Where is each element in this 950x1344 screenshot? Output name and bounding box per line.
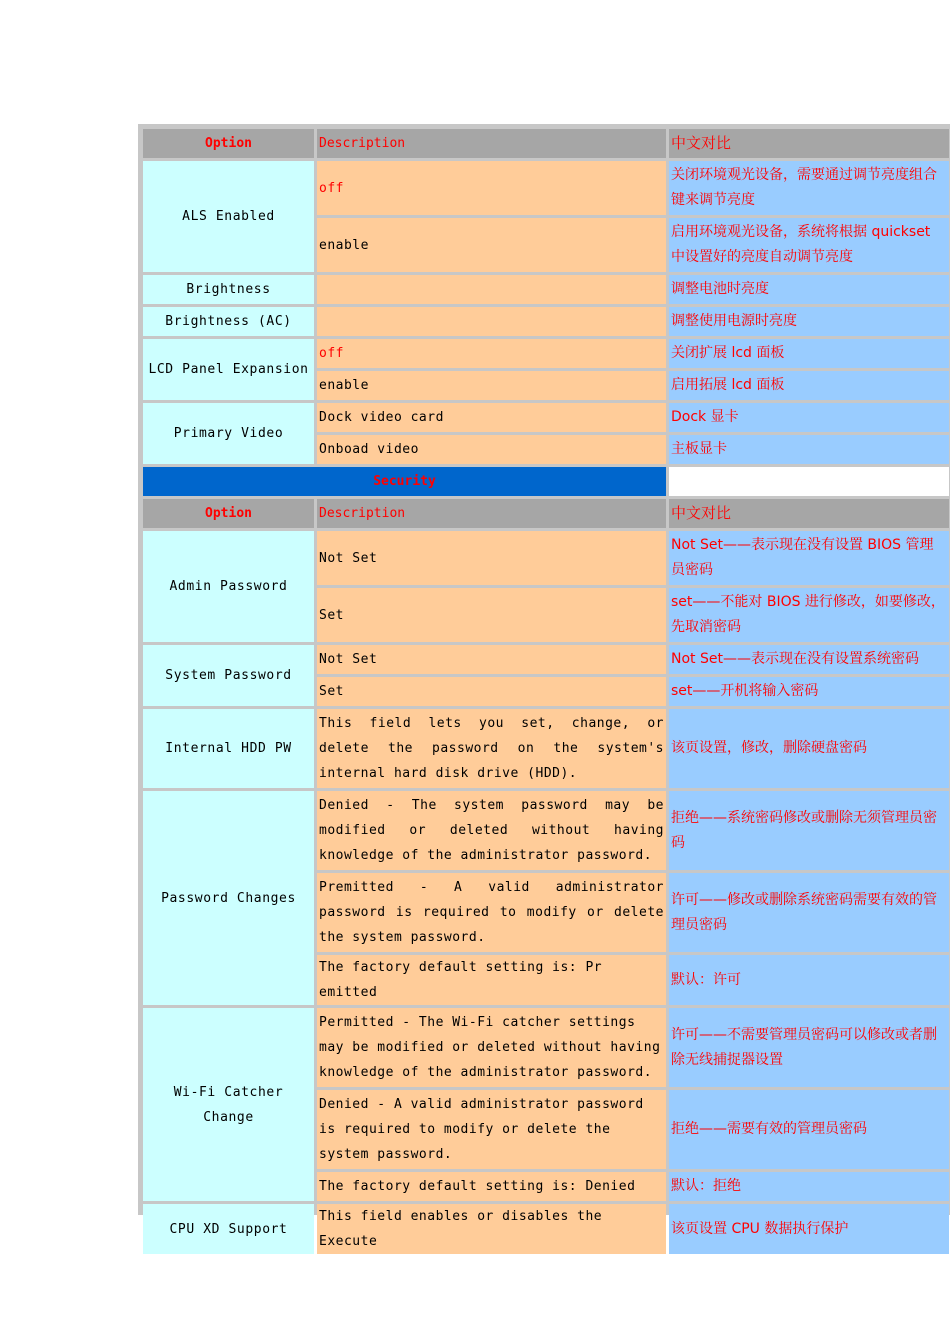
description-cell: Not Set [317, 645, 666, 674]
chinese-cell: 调整使用电源时亮度 [669, 307, 949, 336]
option-admin-password: Admin Password [143, 531, 314, 642]
option-als-enabled: ALS Enabled [143, 161, 314, 272]
description-cell: This field enables or disables the Execute [317, 1204, 666, 1254]
table-row [143, 339, 949, 368]
chinese-cell: 该页设置 CPU 数据执行保护 [669, 1204, 949, 1254]
chinese-cell: 拒绝——需要有效的管理员密码 [669, 1090, 949, 1169]
description-cell [317, 307, 666, 336]
description-cell: Dock video card [317, 403, 666, 432]
table-row [143, 275, 949, 304]
description-cell: Set [317, 588, 666, 642]
description-cell: Onboad video [317, 435, 666, 464]
option-brightness: Brightness [143, 275, 314, 304]
chinese-cell: Not Set——表示现在没有设置 BIOS 管理员密码 [669, 531, 949, 585]
table-row [143, 709, 949, 788]
header-description: Description [317, 499, 666, 528]
section-row [143, 467, 949, 496]
option-lcd-panel-expansion: LCD Panel Expansion [143, 339, 314, 400]
option-brightness-ac: Brightness (AC) [143, 307, 314, 336]
chinese-cell: set——开机将输入密码 [669, 677, 949, 706]
description-cell: Denied - The system password may be modified or deleted without having knowledge of the administrator password. [317, 791, 666, 870]
description-cell: off [317, 161, 666, 215]
table-row [143, 1008, 949, 1087]
section-blank-cell [669, 467, 949, 496]
bios-options-table [140, 126, 950, 1257]
option-wifi-catcher-change: Wi-Fi Catcher Change [143, 1008, 314, 1201]
table-row [143, 791, 949, 870]
chinese-cell: 调整电池时亮度 [669, 275, 949, 304]
chinese-cell: 拒绝——系统密码修改或删除无须管理员密码 [669, 791, 949, 870]
table-header-row [143, 499, 949, 528]
chinese-cell: 许可——不需要管理员密码可以修改或者删除无线捕捉器设置 [669, 1008, 949, 1087]
description-cell: Not Set [317, 531, 666, 585]
option-password-changes: Password Changes [143, 791, 314, 1005]
table-row [143, 307, 949, 336]
header-option: Option [143, 499, 314, 528]
description-cell: enable [317, 371, 666, 400]
chinese-cell: Dock 显卡 [669, 403, 949, 432]
chinese-cell: 关闭扩展 lcd 面板 [669, 339, 949, 368]
description-cell: The factory default setting is: Denied [317, 1172, 666, 1201]
section-title-security: Security [143, 467, 666, 496]
chinese-cell: 该页设置，修改，删除硬盘密码 [669, 709, 949, 788]
description-cell: off [317, 339, 666, 368]
header-chinese: 中文对比 [669, 499, 949, 528]
chinese-cell: 默认：拒绝 [669, 1172, 949, 1201]
description-cell: The factory default setting is: Pr emitted [317, 955, 666, 1005]
table-row [143, 1204, 949, 1254]
table-row [143, 645, 949, 674]
description-cell: Denied - A valid administrator password is required to modify or delete the system password. [317, 1090, 666, 1169]
chinese-cell: 启用拓展 lcd 面板 [669, 371, 949, 400]
chinese-cell: 许可——修改或删除系统密码需要有效的管理员密码 [669, 873, 949, 952]
header-option: Option [143, 129, 314, 158]
description-cell: Set [317, 677, 666, 706]
description-cell: enable [317, 218, 666, 272]
description-cell: Permitted - The Wi-Fi catcher settings may be modified or deleted without having knowledge of the administrator password. [317, 1008, 666, 1087]
table-row [143, 403, 949, 432]
header-chinese: 中文对比 [669, 129, 949, 158]
description-cell: Premitted - A valid administrator password is required to modify or delete the system password. [317, 873, 666, 952]
header-description: Description [317, 129, 666, 158]
chinese-cell: 主板显卡 [669, 435, 949, 464]
description-cell: This field lets you set, change, or delete the password on the system's internal hard disk drive (HDD). [317, 709, 666, 788]
option-system-password: System Password [143, 645, 314, 706]
chinese-cell: 启用环境观光设备，系统将根据 quickset 中设置好的亮度自动调节亮度 [669, 218, 949, 272]
chinese-cell: set——不能对 BIOS 进行修改，如要修改，先取消密码 [669, 588, 949, 642]
chinese-cell: 默认：许可 [669, 955, 949, 1005]
table-row [143, 531, 949, 585]
option-internal-hdd-pw: Internal HDD PW [143, 709, 314, 788]
chinese-cell: 关闭环境观光设备，需要通过调节亮度组合键来调节亮度 [669, 161, 949, 215]
option-cpu-xd-support: CPU XD Support [143, 1204, 314, 1254]
chinese-cell: Not Set——表示现在没有设置系统密码 [669, 645, 949, 674]
table-header-row [143, 129, 949, 158]
table-row [143, 161, 949, 215]
option-primary-video: Primary Video [143, 403, 314, 464]
description-cell [317, 275, 666, 304]
